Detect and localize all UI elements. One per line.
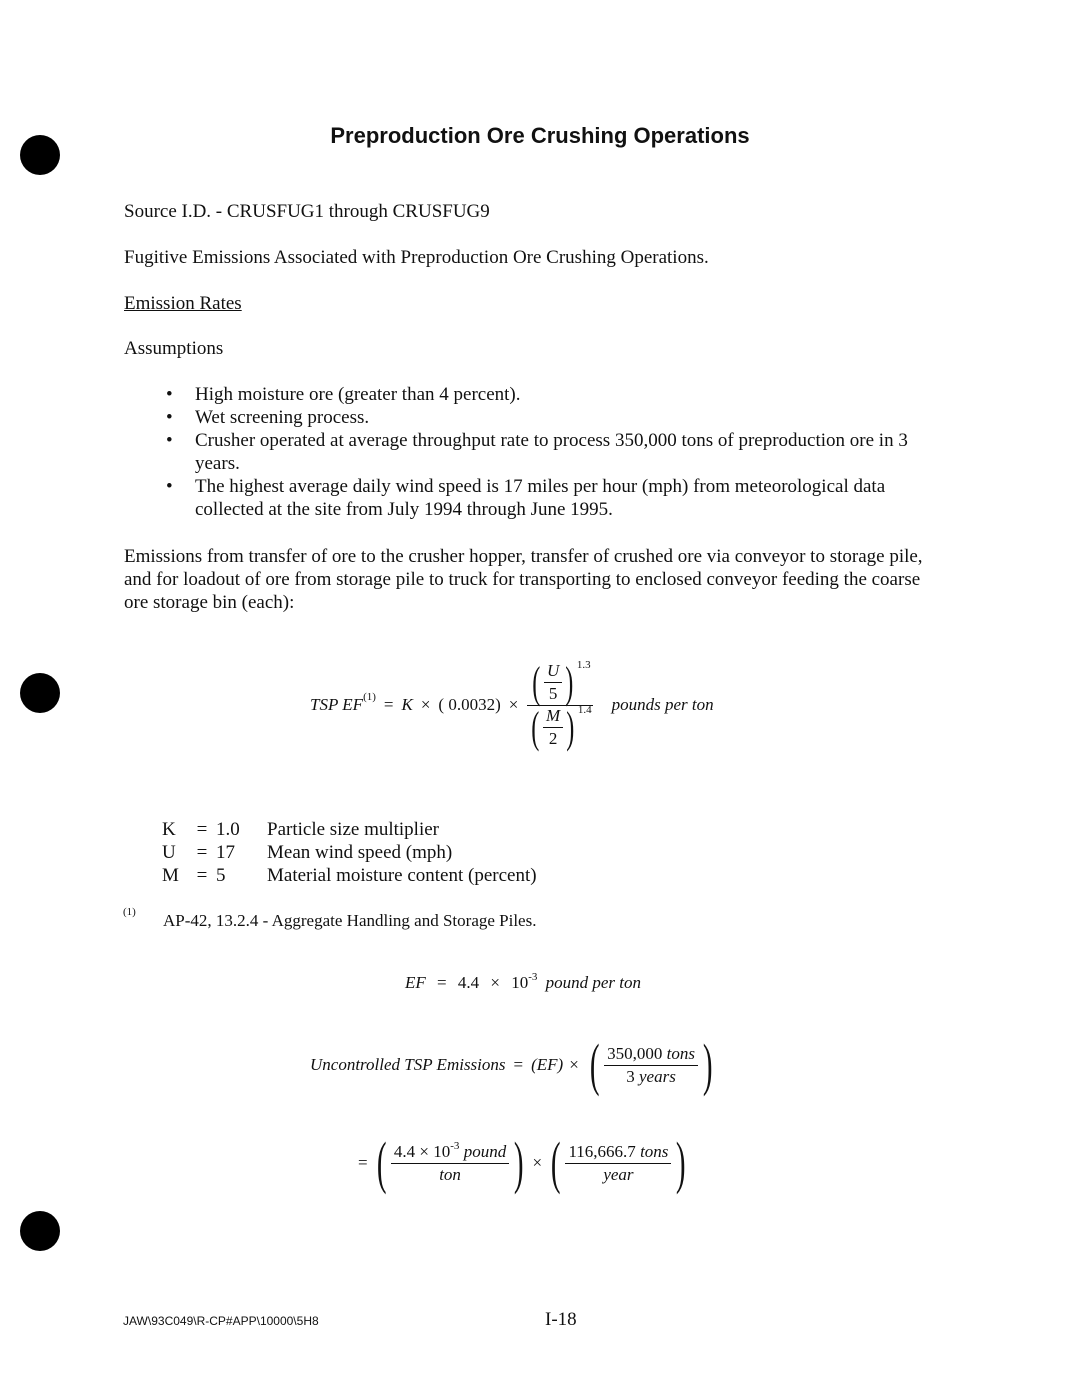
formula1-u-den: 5 [548, 684, 558, 703]
formula1-k: K [401, 695, 413, 714]
formula4-fraction-2 [565, 1142, 671, 1185]
formula3-num-value: 350,000 [607, 1043, 663, 1063]
variables-table [162, 818, 537, 887]
formula3-num-unit: tons [666, 1043, 695, 1063]
formula4-fraction-1 [391, 1139, 509, 1185]
var-value: 1.0 [216, 819, 240, 840]
formula4-equals: = [358, 1153, 368, 1172]
formula1-lhs-footnote: (1) [363, 691, 376, 703]
assumptions-list [166, 383, 946, 521]
formula-ef-value [405, 973, 641, 993]
formula2-times: × [490, 973, 500, 992]
formula1-u: U [544, 661, 562, 683]
formula3-ef: (EF) [531, 1055, 564, 1074]
footer-file-path: JAW\93C049\R-CP#APP\10000\5H8 [123, 1314, 319, 1328]
var-equals: = [196, 819, 208, 840]
assumptions-heading: Assumptions [124, 338, 224, 359]
formula1-constant: ( 0.0032) [438, 695, 501, 714]
var-symbol: K [162, 819, 176, 840]
table-row [162, 841, 537, 864]
var-description: Particle size multiplier [267, 819, 440, 840]
formula1-lhs: TSP EF [310, 695, 364, 714]
formula4-mantissa: 4.4 [393, 1141, 416, 1161]
formula2-lhs: EF [405, 973, 426, 992]
footnote-mark: (1) [123, 906, 136, 918]
formula1-m-exp: 1.4 [577, 703, 592, 716]
formula1-units: pounds per ton [611, 695, 714, 714]
formula2-base: 10 [511, 973, 529, 992]
formula3-den-value: 3 [626, 1066, 635, 1086]
formula1-m: M [543, 706, 563, 728]
formula2-mantissa: 4.4 [457, 973, 480, 992]
formula3-times: × [569, 1055, 579, 1074]
formula-uncontrolled-tsp: Uncontrolled TSP Emissions = (EF) × ( $\frac{\text{350,000 tons}}{\text{3 years}}$ ) [310, 1032, 713, 1097]
formula4-base: 10 [433, 1141, 451, 1161]
page-title: Preproduction Ore Crushing Operations [330, 123, 750, 148]
footnote-text: AP-42, 13.2.4 - Aggregate Handling and Storage Piles. [163, 911, 537, 930]
formula4-den-unit: ton [439, 1164, 461, 1184]
formula4-times-inner: × [419, 1141, 430, 1161]
formula-tsp-ef [310, 645, 714, 765]
var-symbol: U [162, 842, 176, 863]
var-value: 17 [216, 842, 235, 863]
formula2-units: pound per ton [545, 973, 642, 992]
section-heading: Emission Rates [124, 293, 242, 314]
page-number: I-18 [545, 1309, 577, 1330]
formula2-exp: -3 [528, 971, 538, 983]
formula3-fraction [604, 1044, 698, 1087]
list-item: • The highest average daily wind speed is 17 miles per hour (mph) from meteorological data collected at the site from July 1994 through June 1995. [166, 475, 946, 521]
formula3-equals: = [513, 1055, 524, 1074]
formula4-times: × [532, 1153, 543, 1172]
emissions-paragraph: Emissions from transfer of ore to the crusher hopper, transfer of crushed ore via conveyor to storage pile, and for loadout of ore from storage pile to truck for transporting to enclosed conveyor feeding the coarse ore storage bin (each): [124, 546, 923, 613]
var-equals: = [196, 865, 208, 886]
formula4-num2-unit: tons [640, 1141, 669, 1161]
formula1-times: × [420, 695, 431, 714]
formula2-equals: = [437, 973, 447, 992]
formula1-u-exp: 1.3 [576, 658, 591, 671]
formula4-num2-value: 116,666.7 [568, 1141, 636, 1161]
var-description: Material moisture content (percent) [267, 865, 537, 886]
formula4-exp: -3 [450, 1139, 460, 1152]
list-item: • Crusher operated at average throughput rate to process 350,000 tons of preproduction ore in 3 years. [166, 429, 946, 475]
formula-calculation: = ( $\frac{4.4 \times 10^{-3} pound}{\text{ton}}$ ) × ( $\frac{\text{116,666.7 tons}}{\text{year}}$ ) [358, 1130, 686, 1195]
formula4-num-unit: pound [463, 1141, 507, 1161]
var-equals: = [196, 842, 208, 863]
var-symbol: M [162, 865, 179, 886]
formula1-times-2: × [508, 695, 519, 714]
formula3-den-unit: years [639, 1066, 676, 1086]
punch-hole-middle [20, 673, 60, 713]
formula1-equals: = [383, 695, 394, 714]
table-row [162, 864, 537, 887]
var-description: Mean wind speed (mph) [267, 842, 453, 863]
description: Fugitive Emissions Associated with Preproduction Ore Crushing Operations. [124, 247, 709, 268]
formula1-m-den: 2 [548, 729, 558, 748]
list-item: • High moisture ore (greater than 4 percent). [166, 383, 946, 406]
formula3-lhs: Uncontrolled TSP Emissions [310, 1055, 506, 1074]
formula1-main-fraction: ( $\frac{U}{5}$ ) $^{1.3}$ ( $\frac{M}{2}$ ) $^{1.4}$ [526, 661, 593, 750]
punch-hole-bottom [20, 1211, 60, 1251]
table-row [162, 818, 537, 841]
formula4-den2-unit: year [603, 1164, 634, 1184]
source-id: Source I.D. - CRUSFUG1 through CRUSFUG9 [124, 201, 490, 222]
list-item: • Wet screening process. [166, 406, 946, 429]
var-value: 5 [216, 865, 226, 886]
